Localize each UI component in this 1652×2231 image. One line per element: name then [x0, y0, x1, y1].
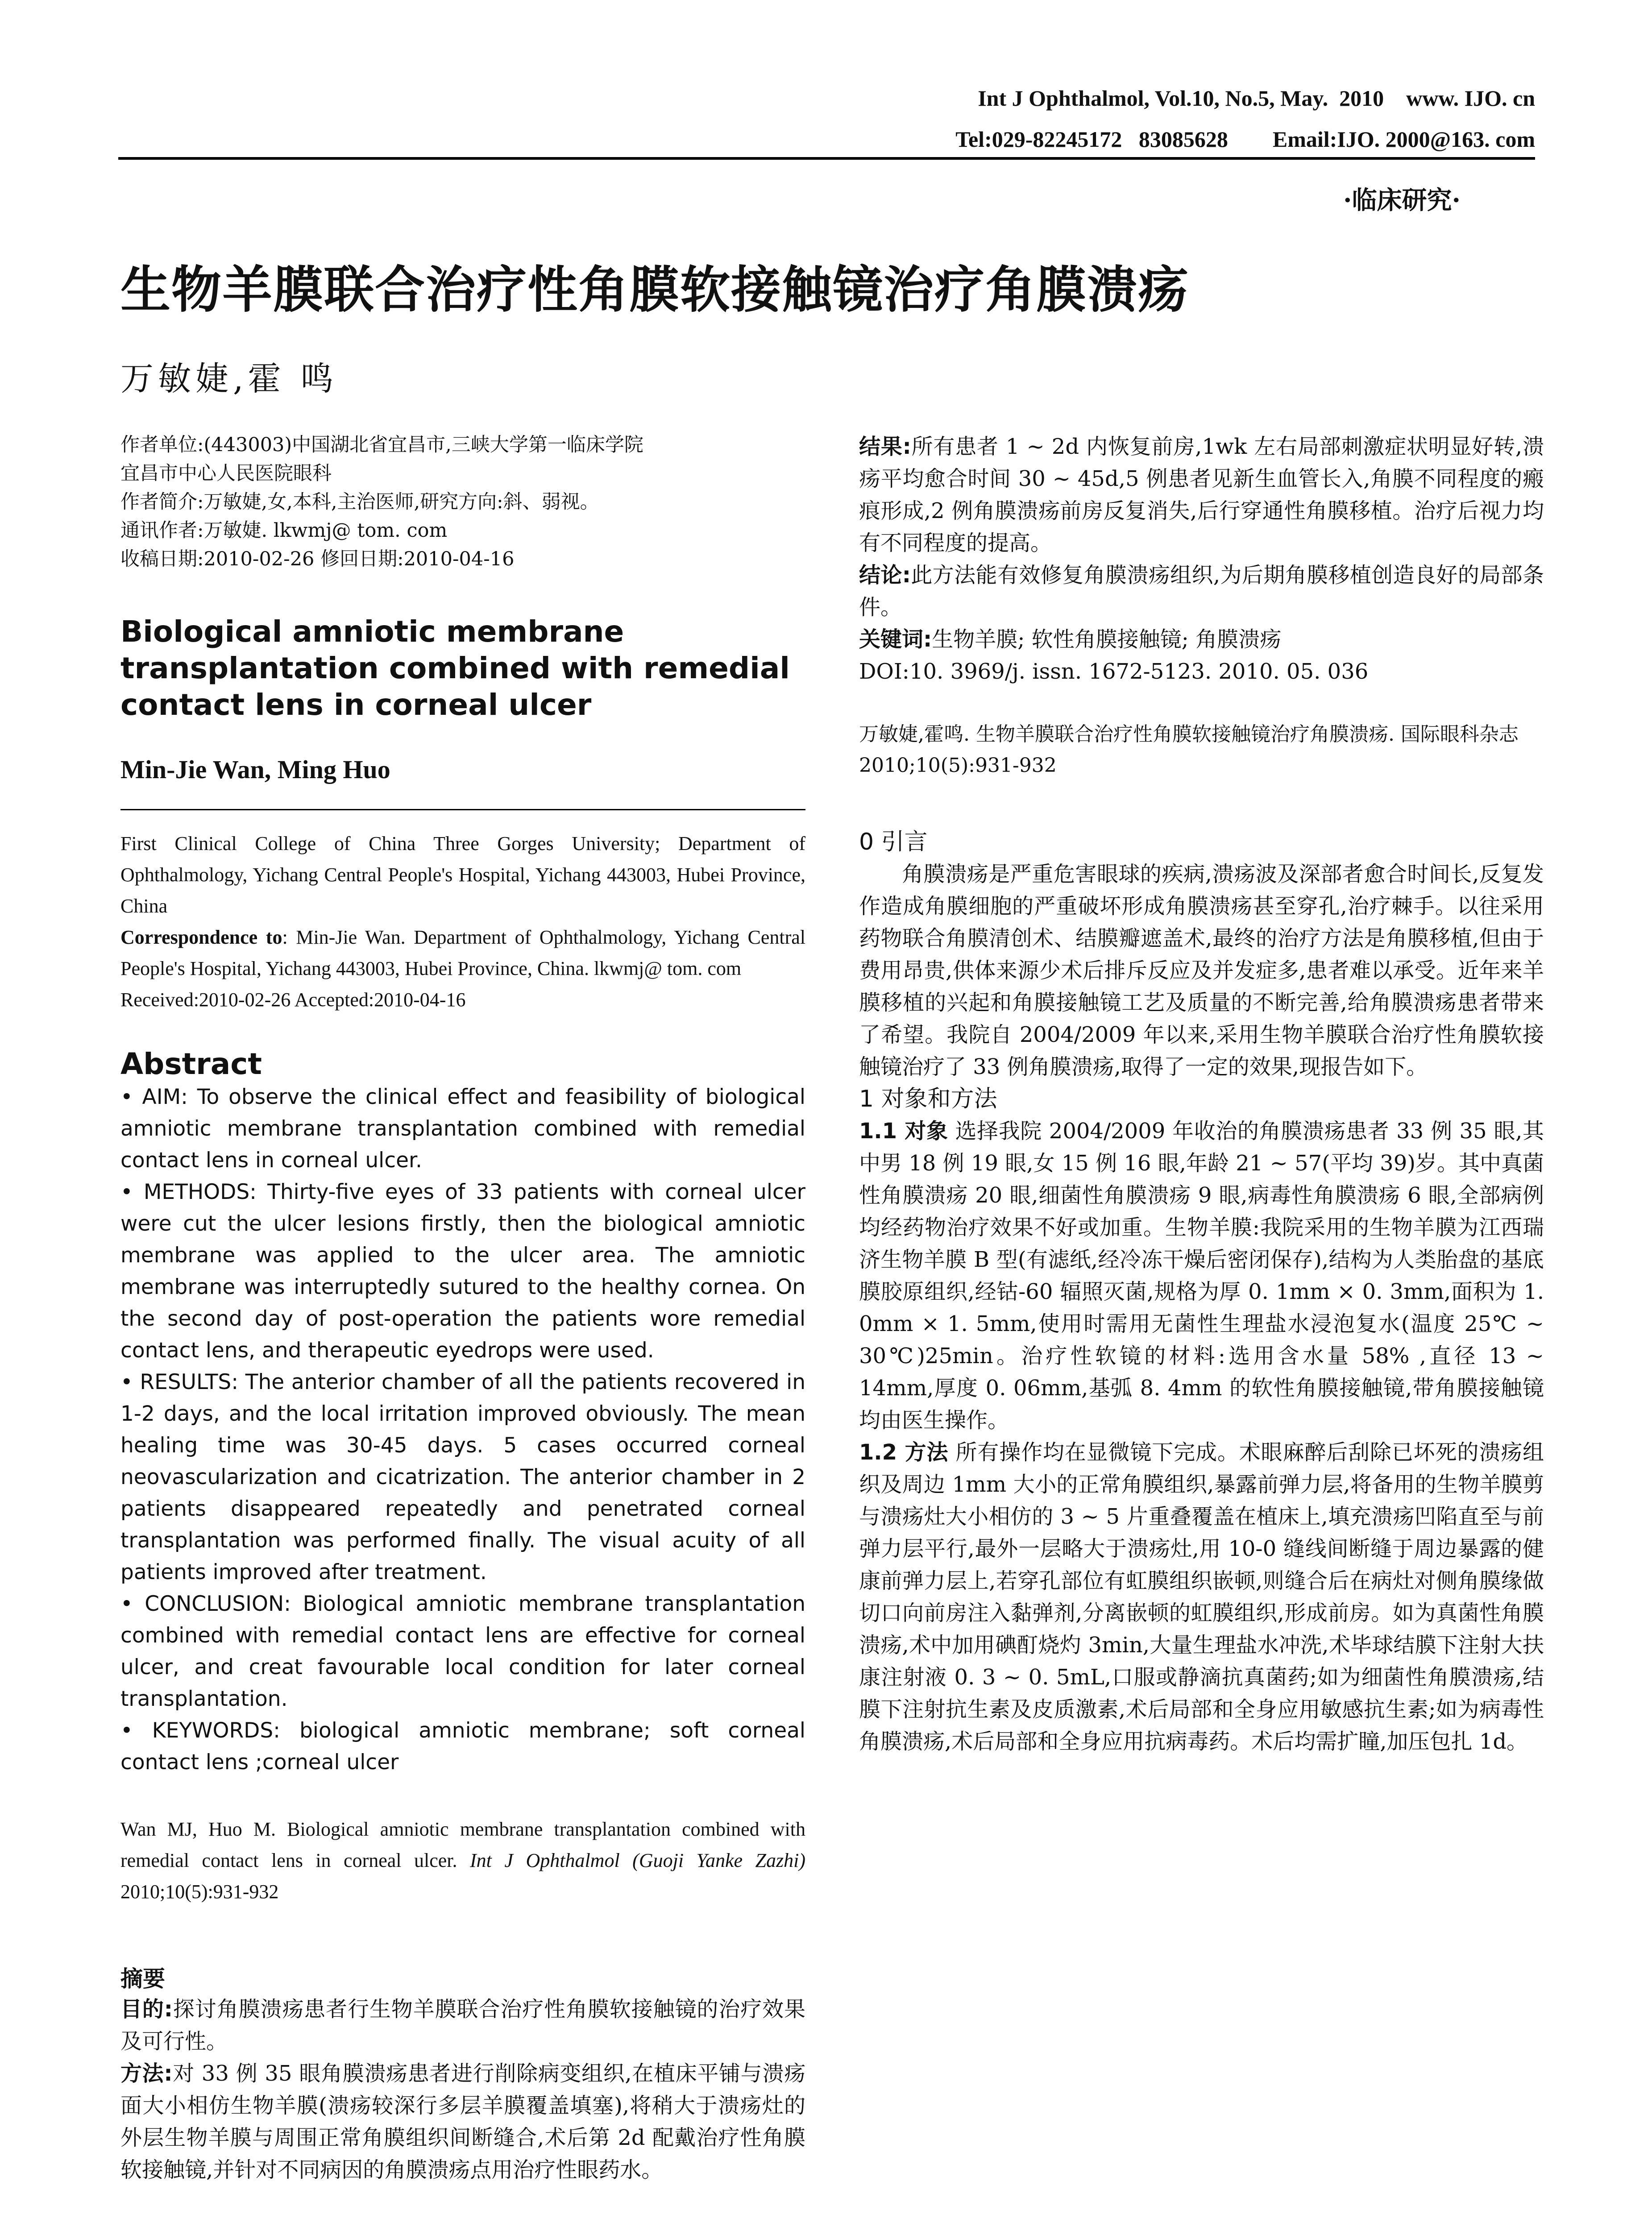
subjects-label: 1.1 对象 — [859, 1119, 948, 1144]
citation-en — [120, 1814, 805, 1908]
correspondence-text: : Min-Jie Wan. Department of Ophthalmology, Yichang Central People's Hospital, Yichang 443003, Hubei Province, China. lkwmj@ tom. com — [120, 926, 805, 979]
zhaiyao-mudi — [120, 1993, 805, 2057]
received-dates-cn: 收稿日期:2010-02-26 修回日期:2010-04-16 — [120, 548, 515, 570]
header-rule — [118, 157, 1535, 160]
jieguo-text: 所有患者 1 ~ 2d 内恢复前房,1wk 左右局部刺激症状明显好转,溃疡平均愈合时间 30 ~ 45d,5 例患者见新生血管长入,角膜不同程度的瘢痕形成,2 例角膜溃疡前房反复消失,后行穿通性角膜移植。治疗后视力均有不同程度的提高。 — [859, 434, 1544, 556]
section-tag: ·临床研究· — [1343, 186, 1461, 215]
article-title-cn: 生物羊膜联合治疗性角膜软接触镜治疗角膜溃疡 — [120, 261, 1189, 319]
received-dates-en: Received:2010-02-26 Accepted:2010-04-16 — [120, 989, 466, 1011]
correspondence-label: Correspondence to — [120, 926, 282, 948]
affiliation-en: First Clinical College of China Three Gorges University; Department of Ophthalmology, Yichang Central People's Hospital, Yichang 443003, Hubei Province, China — [120, 833, 805, 917]
author-bio-cn: 作者简介:万敏婕,女,本科,主治医师,研究方向:斜、弱视。 — [120, 491, 599, 513]
citation-en-tail: 2010;10(5):931-932 — [120, 1881, 279, 1903]
right-column — [859, 431, 1544, 1758]
journal-citation-line: Int J Ophthalmol, Vol.10, No.5, May. 2010 www. IJO. cn — [978, 86, 1535, 111]
affiliation-cn-line: 作者单位:(443003)中国湖北省宜昌市,三峡大学第一临床学院 — [120, 434, 643, 456]
zhaiyao-fangfa — [120, 2057, 805, 2186]
abstract-results: • RESULTS: The anterior chamber of all the patients recovered in 1-2 days, and the local irritation improved obviously. The mean healing time was 30-45 days. 5 cases occurred corneal neovascularization and cicatrization. The anterior chamber in 2 patients disappeared repeatedly and penetrated corneal transplantation was performed finally. The visual acuity of all patients improved after treatment. — [120, 1370, 805, 1584]
abstract-conclusion: • CONCLUSION: Biological amniotic membrane transplantation combined with remedial contact lens are effective for corneal ulcer, and creat favourable local condition for later corneal transplantation. — [120, 1592, 805, 1711]
authors-cn: 万敏婕,霍 鸣 — [120, 360, 338, 398]
method-text: 所有操作均在显微镜下完成。术眼麻醉后刮除已坏死的溃疡组织及周边 1mm 大小的正常角膜组织,暴露前弹力层,将备用的生物羊膜剪与溃疡灶大小相仿的 3 ~ 5 片重叠覆盖在植床上,填充溃疡凹陷直至与前弹力层平行,最外一层略大于溃疡灶,用 10-0 缝线间断缝于周边暴露的健康前弹力层上,若穿孔部位有虹膜组织嵌顿,则缝合后在病灶对侧角膜缘做切口向前房注入黏弹剂,分离嵌顿的虹膜组织,形成前房。如为真菌性角膜溃疡,术中加用碘酊烧灼 3min,大量生理盐水冲洗,术毕球结膜下注射大扶康注射液 0. 3 ~ 0. 5mL,口服或静滴抗真菌药;如为细菌性角膜溃疡,结膜下注射抗生素及皮质激素,术后局部和全身应用敏感抗生素;如为病毒性角膜溃疡,术后局部和全身应用抗病毒药。术后均需扩瞳,加压包扎 1d。 — [859, 1440, 1544, 1754]
citation-cn: 万敏婕,霍鸣. 生物羊膜联合治疗性角膜软接触镜治疗角膜溃疡. 国际眼科杂志 2010;10(5):931-932 — [859, 723, 1519, 777]
intro-heading: 0 引言 — [859, 829, 928, 855]
journal-contact-line: Tel:029-82245172 83085628 Email:IJO. 2000@163. com — [955, 127, 1535, 152]
authors-en: Min-Jie Wan, Ming Huo — [120, 755, 390, 784]
keywords-cn-label: 关键词: — [859, 627, 932, 652]
abstract-keywords: • KEYWORDS: biological amniotic membrane; soft corneal contact lens ;corneal ulcer — [120, 1718, 805, 1775]
doi: DOI:10. 3969/j. issn. 1672-5123. 2010. 05. 036 — [859, 659, 1369, 684]
author-rule — [120, 809, 805, 810]
abstract-heading: Abstract — [120, 1047, 262, 1081]
affiliation-cn — [120, 431, 805, 573]
subjects-paragraph — [859, 1115, 1544, 1436]
zhaiyao-jielun — [859, 559, 1544, 623]
corresponding-author-cn: 通讯作者:万敏婕. lkwmj@ tom. com — [120, 519, 448, 542]
jielun-text: 此方法能有效修复角膜溃疡组织,为后期角膜移植创造良好的局部条件。 — [859, 563, 1544, 620]
jielun-label: 结论: — [859, 563, 911, 588]
citation-en-journal: Int J Ophthalmol (Guoji Yanke Zazhi) — [470, 1849, 805, 1871]
method-label: 1.2 方法 — [859, 1440, 949, 1465]
mudi-text: 探讨角膜溃疡患者行生物羊膜联合治疗性角膜软接触镜的治疗效果及可行性。 — [120, 1997, 805, 2054]
mudi-label: 目的: — [120, 1997, 173, 2022]
left-column — [120, 431, 805, 2186]
fangfa-label: 方法: — [120, 2061, 173, 2086]
correspondence-en — [120, 922, 805, 984]
citation-en-main: Wan MJ, Huo M. Biological amniotic membrane transplantation combined with remedial contact lens in corneal ulcer. — [120, 1818, 805, 1871]
zhaiyao-keywords — [859, 623, 1544, 655]
jieguo-label: 结果: — [859, 434, 911, 459]
affiliation-cn-line: 宜昌市中心人民医院眼科 — [120, 462, 332, 485]
method-paragraph — [859, 1436, 1544, 1758]
subjects-text: 选择我院 2004/2009 年收治的角膜溃疡患者 33 例 35 眼,其中男 18 例 19 眼,女 15 例 16 眼,年龄 21 ~ 57(平均 39)岁。其中真菌性角膜溃疡 20 眼,细菌性角膜溃疡 9 眼,病毒性角膜溃疡 6 眼,全部病例均经药物治疗效果不好或加重。生物羊膜:我院采用的生物羊膜为江西瑞济生物羊膜 B 型(有滤纸,经冷冻干燥后密闭保存),结构为人类胎盘的基底膜胶原组织,经钴-60 辐照灭菌,规格为厚 0. 1mm × 0. 3mm,面积为 1. 0mm × 1. 5mm,使用时需用无菌性生理盐水浸泡复水(温度 25℃ ~ 30℃)25min。治疗性软镜的材料:选用含水量 58% ,直径 13 ~ 14mm,厚度 0. 06mm,基弧 8. 4mm 的软性角膜接触镜,带角膜接触镜均由医生操作。 — [859, 1119, 1544, 1433]
zhaiyao-heading: 摘要 — [120, 1966, 165, 1992]
fangfa-text: 对 33 例 35 眼角膜溃疡患者进行削除病变组织,在植床平铺与溃疡面大小相仿生物羊膜(溃疡较深行多层羊膜覆盖填塞),将稍大于溃疡灶的外层生物羊膜与周围正常角膜组织间断缝合,术后第 2d 配戴治疗性角膜软接触镜,并针对不同病因的角膜溃疡点用治疗性眼药水。 — [120, 2061, 805, 2182]
methods-heading: 1 对象和方法 — [859, 1086, 997, 1112]
intro-text: 角膜溃疡是严重危害眼球的疾病,溃疡波及深部者愈合时间长,反复发作造成角膜细胞的严重破坏形成角膜溃疡甚至穿孔,治疗棘手。以往采用药物联合角膜清创术、结膜瓣遮盖术,最终的治疗方法是角膜移植,但由于费用昂贵,供体来源少术后排斥反应及并发症多,患者难以承受。近年来羊膜移植的兴起和角膜接触镜工艺及质量的不断完善,给角膜溃疡患者带来了希望。我院自 2004/2009 年以来,采用生物羊膜联合治疗性角膜软接触镜治疗了 33 例角膜溃疡,取得了一定的效果,现报告如下。 — [859, 862, 1544, 1079]
article-title-en: Biological amniotic membrane transplantation combined with remedial contact lens in corneal ulcer — [120, 614, 790, 722]
abstract-aim: • AIM: To observe the clinical effect and feasibility of biological amniotic membrane transplantation combined with remedial contact lens in corneal ulcer. — [120, 1085, 805, 1173]
zhaiyao-jieguo — [859, 431, 1544, 559]
keywords-cn-text: 生物羊膜; 软性角膜接触镜; 角膜溃疡 — [932, 627, 1282, 652]
abstract-methods: • METHODS: Thirty-five eyes of 33 patients with corneal ulcer were cut the ulcer lesions firstly, then the biological amniotic membrane was applied to the ulcer area. The amniotic membrane was interruptedly sutured to the healthy cornea. On the second day of post-operation the patients wore remedial contact lens, and therapeutic eyedrops were used. — [120, 1180, 805, 1363]
